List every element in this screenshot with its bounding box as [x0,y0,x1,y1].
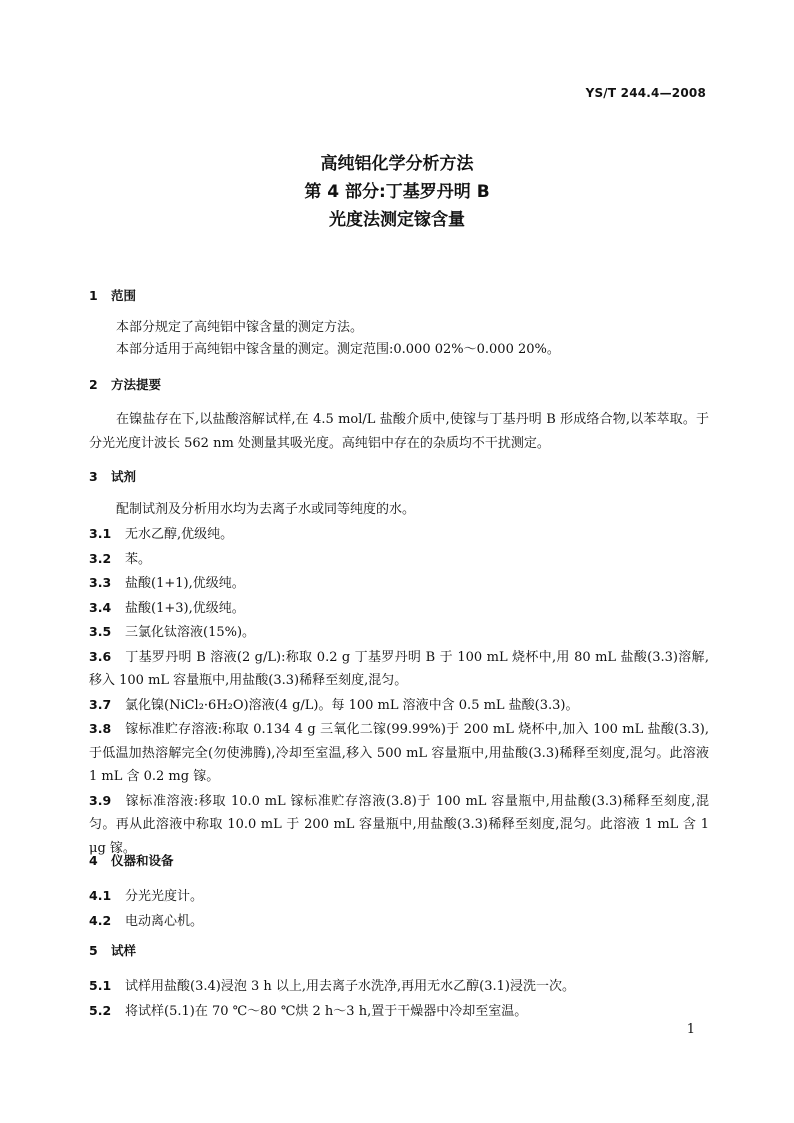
section-sample [89,940,709,1024]
item-number: 3.1 [89,526,112,541]
title-line-3: 光度法测定镓含量 [329,210,465,230]
section-scope [89,285,709,361]
section-number: 5 [89,943,98,958]
title-line-1: 高纯铝化学分析方法 [320,154,474,174]
paragraph: 配制试剂及分析用水均为去离子水或同等纯度的水。 [116,502,416,517]
item-number: 3.2 [89,550,112,566]
section-title: 试样 [111,943,137,958]
list-item [89,693,709,718]
item-text: 丁基罗丹明 B 溶液(2 g/L):称取 0.2 g 丁基罗丹明 B 于 100 mL 烧杯中,用 80 mL 盐酸(3.3)溶解,移入 100 mL 容量瓶中,用盐酸(3.3)稀释至刻度,混匀。 [89,649,709,688]
item-text: 将试样(5.1)在 70 ℃～80 ℃烘 2 h～3 h,置于干燥器中冷却至室温。 [125,1004,528,1019]
section-title: 范围 [111,288,137,303]
item-text: 盐酸(1+1),优级纯。 [125,576,245,591]
section-title: 仪器和设备 [111,853,174,868]
list-item [89,620,709,645]
paragraph: 本部分规定了高纯铝中镓含量的测定方法。 [116,320,364,335]
list-item [89,884,709,909]
item-number: 3.3 [89,575,112,590]
section-reagents [89,466,709,860]
item-text: 镓标准贮存溶液:称取 0.134 4 g 三氧化二镓(99.99%)于 200 mL 烧杯中,加入 100 mL 盐酸(3.3),于低温加热溶解完全(勿使沸腾),冷却至室温,移入 500 mL 容量瓶中,用盐酸(3.3)稀释至刻度,混匀。此溶液 1 mL 含 0.2 mg 镓。 [89,722,709,784]
list-item [89,522,709,547]
list-item [89,974,709,999]
document-title [0,150,794,234]
list-item [89,909,709,934]
section-title: 方法提要 [111,377,162,392]
section-heading [89,374,709,396]
section-method-summary [89,374,709,456]
item-text: 氯化镍(NiCl₂·6H₂O)溶液(4 g/L)。每 100 mL 溶液中含 0.5 mL 盐酸(3.3)。 [125,697,579,713]
section-number: 3 [89,469,98,484]
item-number: 3.9 [89,792,112,808]
list-item [89,547,709,572]
list-item [89,999,709,1024]
section-apparatus [89,850,709,934]
title-line-2: 第 4 部分:丁基罗丹明 B [304,182,490,202]
item-text: 苯。 [125,551,152,567]
item-number: 3.4 [89,599,112,615]
list-item [89,645,709,693]
item-text: 分光光度计。 [125,889,204,904]
page-number: 1 [686,1022,695,1037]
section-heading [89,466,709,488]
item-text: 镓标准溶液:移取 10.0 mL 镓标准贮存溶液(3.8)于 100 mL 容量瓶中,用盐酸(3.3)稀释至刻度,混匀。再从此溶液中称取 10.0 mL 于 200 mL 容量瓶中,用盐酸(3.3)稀释至刻度,混匀。此溶液 1 mL 含 1 μg 镓。 [89,793,709,856]
section-heading [89,850,709,872]
standard-number: YS/T 244.4—2008 [585,86,706,100]
item-number: 3.8 [89,721,112,736]
item-text: 试样用盐酸(3.4)浸泡 3 h 以上,用去离子水洗净,再用无水乙醇(3.1)浸洗一次。 [125,979,575,994]
item-number: 4.2 [89,913,112,928]
section-title: 试剂 [111,469,137,484]
paragraph: 在镍盐存在下,以盐酸溶解试样,在 4.5 mol/L 盐酸介质中,使镓与丁基丹明 B 形成络合物,以苯萃取。于分光光度计波长 562 nm 处测量其吸光度。高纯铝中存在的杂质均不干扰测定。 [89,412,709,451]
section-heading [89,285,709,307]
list-item [89,717,709,789]
item-number: 3.5 [89,624,112,639]
item-number: 5.1 [89,978,112,993]
section-number: 4 [89,853,98,868]
item-number: 4.1 [89,888,112,903]
item-text: 无水乙醇,优级纯。 [125,527,234,542]
paragraph: 本部分适用于高纯铝中镓含量的测定。测定范围:0.000 02%～0.000 20%。 [116,342,560,357]
section-number: 1 [89,288,98,303]
item-text: 电动离心机。 [125,914,204,929]
item-number: 3.6 [89,648,112,664]
section-number: 2 [89,377,98,392]
item-number: 3.7 [89,696,112,712]
item-number: 5.2 [89,1003,112,1018]
item-text: 盐酸(1+3),优级纯。 [125,600,245,616]
item-text: 三氯化钛溶液(15%)。 [125,625,256,640]
list-item [89,571,709,596]
list-item [89,596,709,621]
section-heading [89,940,709,962]
